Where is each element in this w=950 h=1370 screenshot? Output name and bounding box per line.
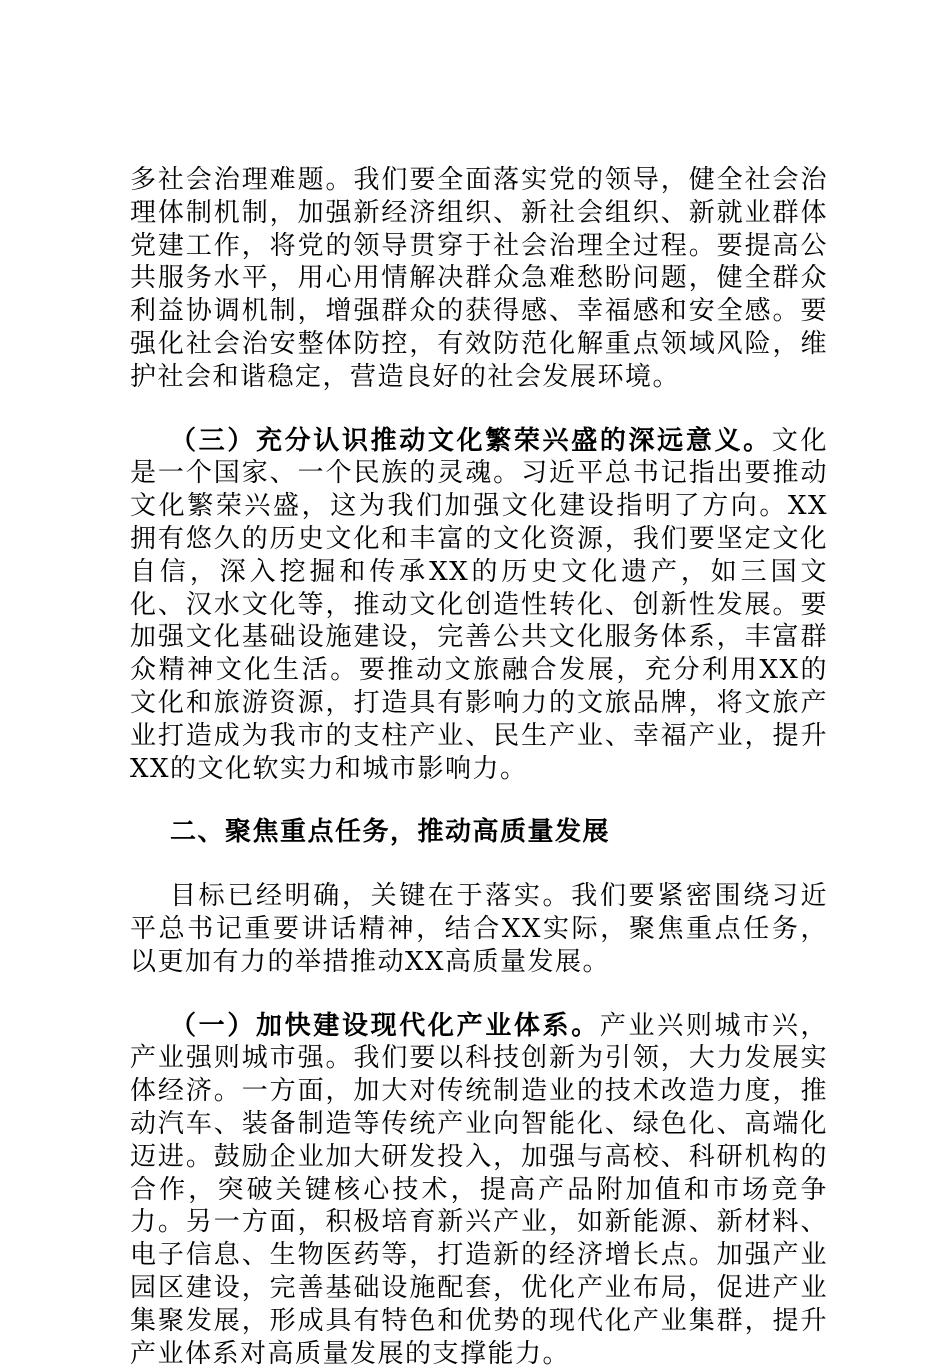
paragraph-text: 目标已经明确，关键在于落实。我们要紧密围绕习近平总书记重要讲话精神，结合XX实际，聚焦重点任务，以更加有力的举措推动XX高质量发展。 xyxy=(130,881,828,977)
paragraph-text: 文化是一个国家、一个民族的灵魂。习近平总书记指出要推动文化繁荣兴盛，这为我们加强文化建设指明了方向。XX拥有悠久的历史文化和丰富的文化资源，我们要坚定文化自信，深入挖掘和传承XX的历史文化遗产，如三国文化、汉水文化等，推动文化创造性转化、创新性发展。要加强文化基础设施建设，完善公共文化服务体系，丰富群众精神文化生活。要推动文旅融合发展，充分利用XX的文化和旅游资源，打造具有影响力的文旅品牌，将文旅产业打造成为我市的支柱产业、民生产业、幸福产业，提升XX的文化软实力和城市影响力。 xyxy=(130,425,828,784)
paragraph-gap xyxy=(130,979,828,1010)
paragraph-culture xyxy=(130,425,828,786)
paragraph-industry xyxy=(130,1010,828,1370)
section-heading: 二、聚焦重点任务，推动高质量发展 xyxy=(170,817,611,848)
paragraph-lead-heading: （一）加快建设现代化产业体系。 xyxy=(170,1010,600,1041)
paragraph-social-governance xyxy=(130,164,828,394)
paragraph-text: 多社会治理难题。我们要全面落实党的领导，健全社会治理体制机制，加强新经济组织、新社会组织、新就业群体党建工作，将党的领导贯穿于社会治理全过程。要提高公共服务水平，用心用情解决群众急难愁盼问题，健全群众利益协调机制，增强群众的获得感、幸福感和安全感。要强化社会治安整体防控，有效防范化解重点领域风险，维护社会和谐稳定，营造良好的社会发展环境。 xyxy=(130,165,828,392)
paragraph-lead-heading: （三）充分认识推动文化繁荣兴盛的深远意义。 xyxy=(170,425,772,456)
paragraph-text: 产业兴则城市兴，产业强则城市强。我们要以科技创新为引领，大力发展实体经济。一方面，加大对传统制造业的技术改造力度，推动汽车、装备制造等传统产业向智能化、绿色化、高端化迈进。鼓励企业加大研发投入，加强与高校、科研机构的合作，突破关键核心技术，提高产品附加值和市场竞争力。另一方面，积极培育新兴产业，如新能源、新材料、电子信息、生物医药等，打造新的经济增长点。加强产业园区建设，完善基础设施配套，优化产业布局，促进产业集聚发展，形成具有特色和优势的现代化产业集群，提升产业体系对高质量发展的支撑能力。 xyxy=(130,1010,828,1369)
paragraph-gap xyxy=(130,394,828,425)
paragraph-intro xyxy=(130,880,828,978)
paragraph-gap xyxy=(130,849,828,880)
paragraph-gap xyxy=(130,785,828,816)
document-page xyxy=(130,164,828,1370)
